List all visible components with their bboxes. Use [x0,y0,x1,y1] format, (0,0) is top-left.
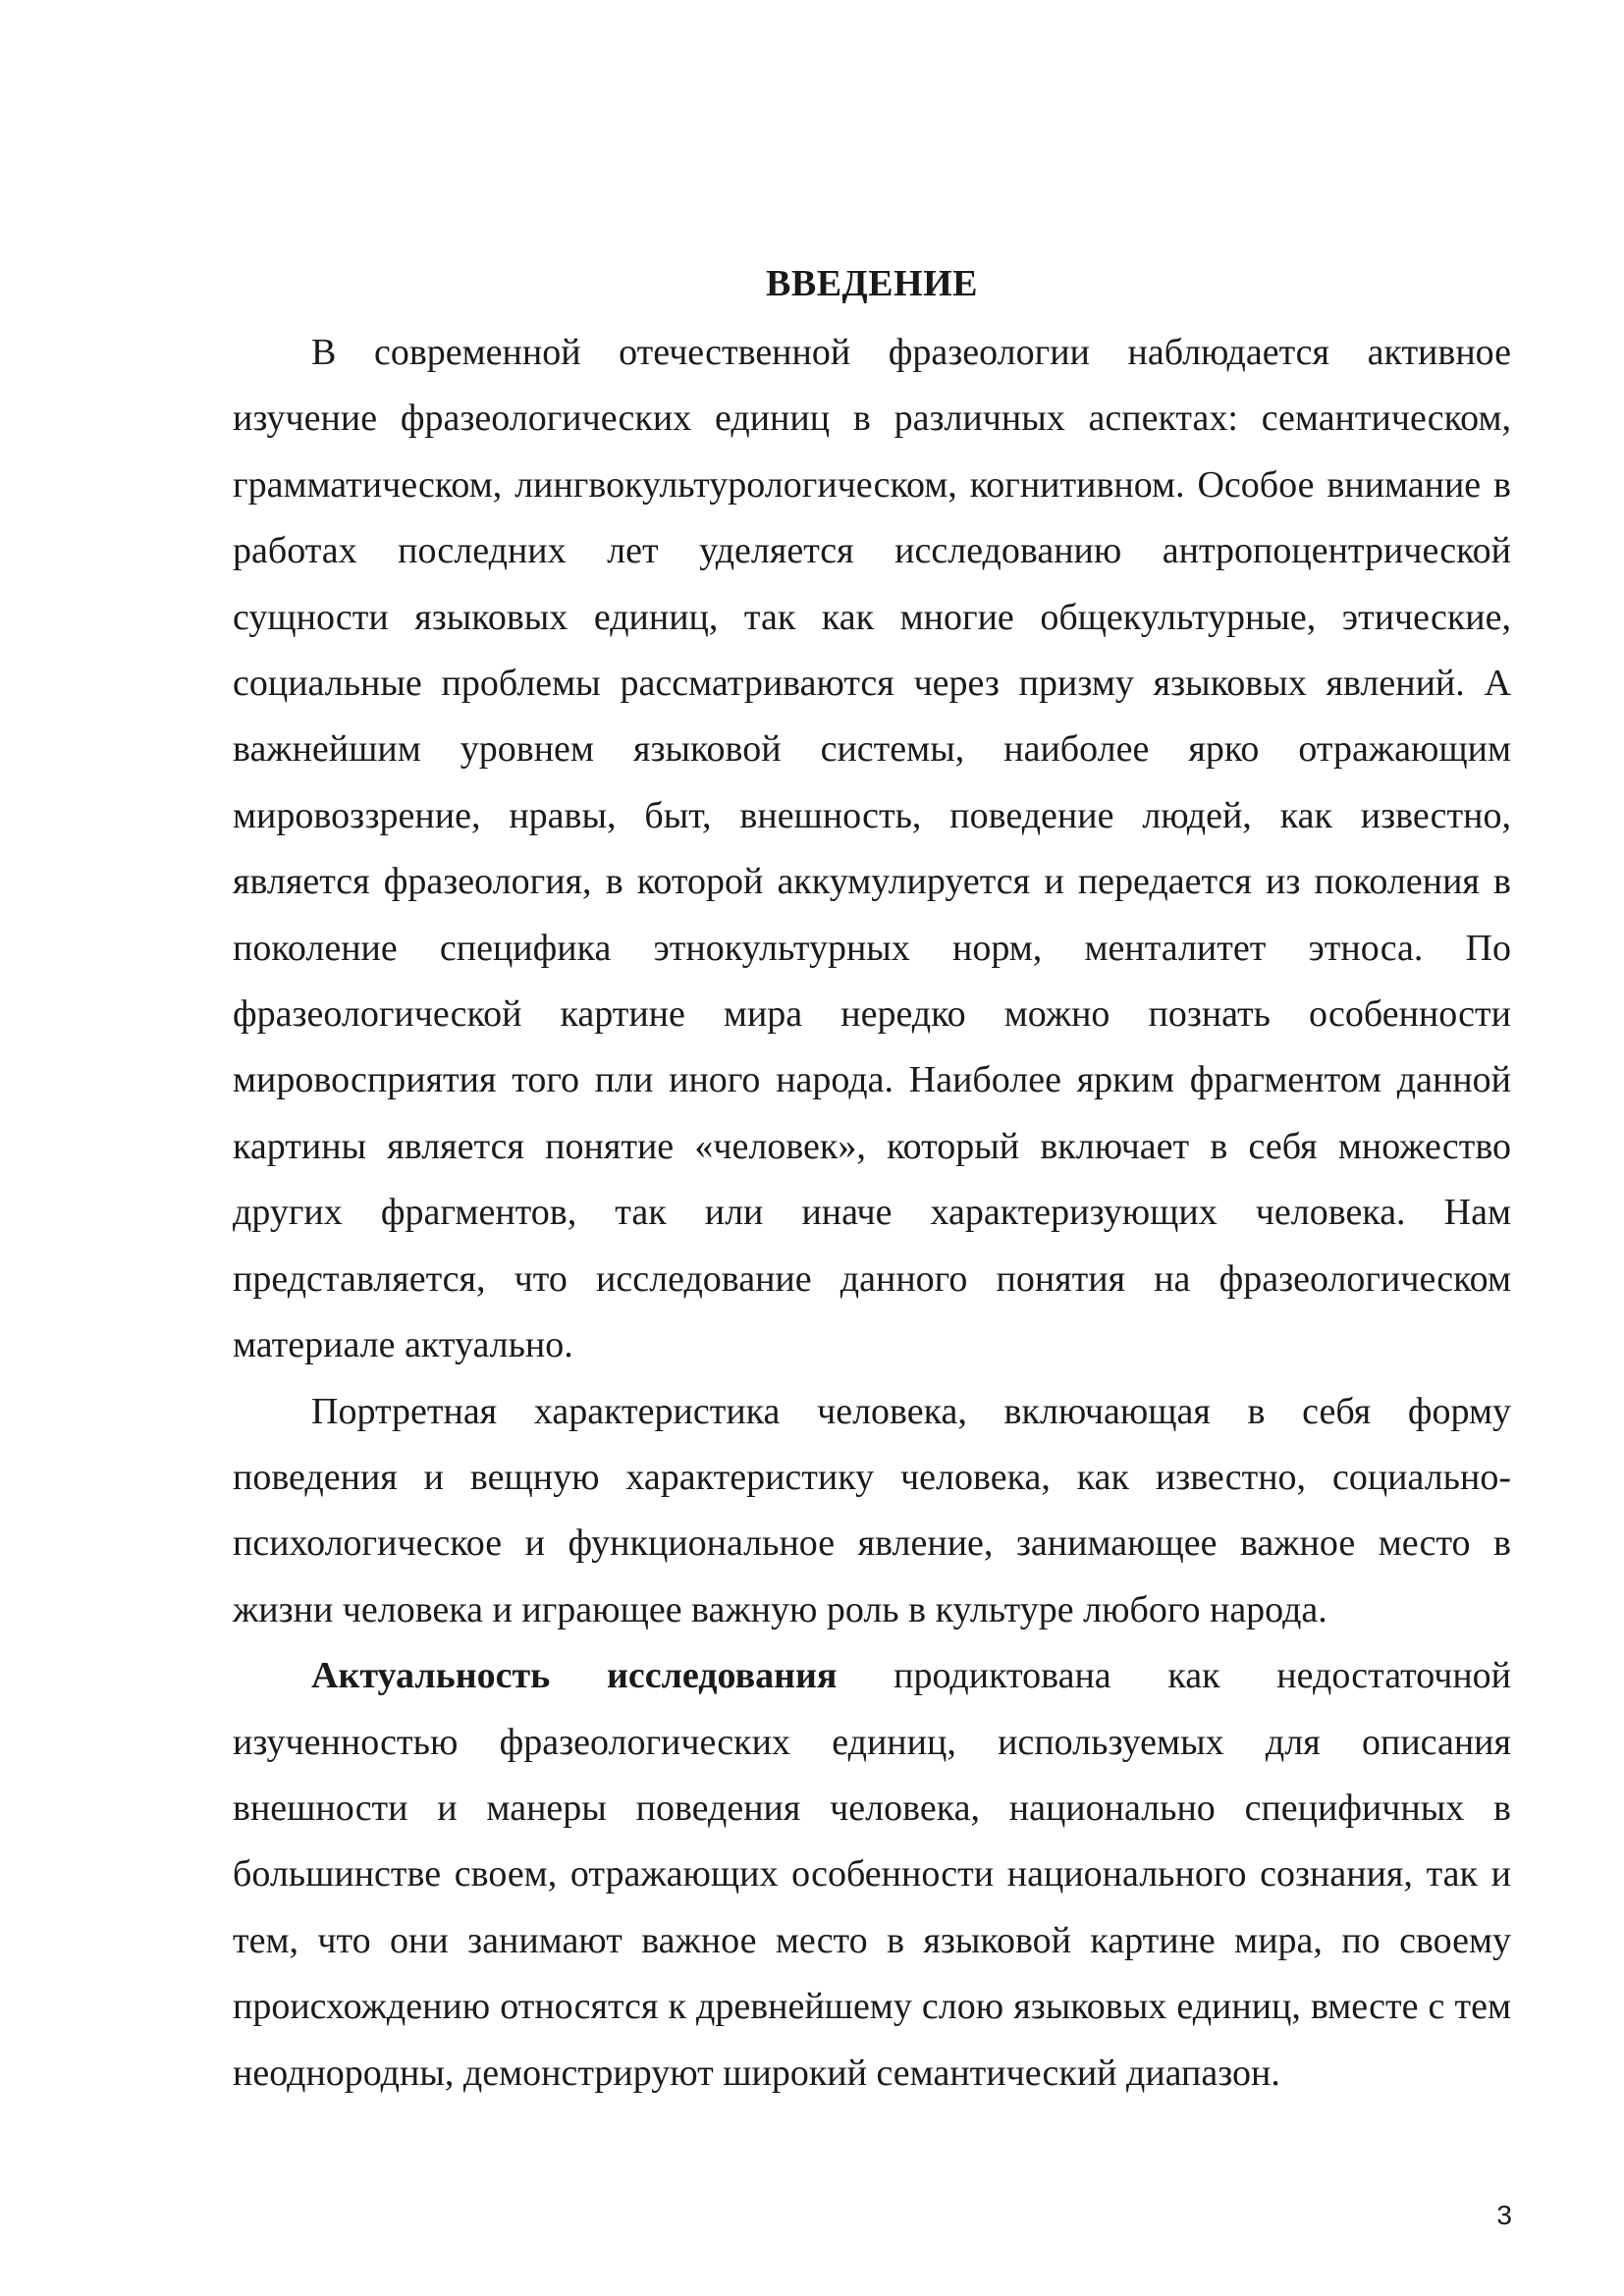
paragraph-portrait-characteristic: Портретная характеристика человека, включающая в себя форму поведения и вещную характеристику человека, как известно, социально-психологическое и функциональное явление, занимающее важное место в жизни человека и играющее важную роль в культуре любого народа. [233,1390,1511,1630]
page-number: 3 [1496,2200,1512,2230]
section-heading: ВВЕДЕНИЕ [766,263,978,304]
relevance-text: продиктована как недостаточной изученностью фразеологических единиц, используемых для описания внешности и манеры поведения человека, национально специфичных в большинстве своем, отражающих особенности национального сознания, так и тем, что они занимают важное место в языковой картине мира, по своему происхождению относятся к древнейшему слою языковых единиц, вместе с тем неоднородны, демонстрируют широкий семантический диапазон. [233,1655,1511,2094]
paragraph-introduction: В современной отечественной фразеологии наблюдается активное изучение фразеологических единиц в различных аспектах: семантическом, грамматическом, лингвокультурологическом, когнитивном. Особое внимание в работах последних лет уделяется исследованию антропоцентрической сущности языковых единиц, так как многие общекультурные, этические, социальные проблемы рассматриваются через призму языковых явлений. А важнейшим уровнем языковой системы, наиболее ярко отражающим мировоззрение, нравы, быт, внешность, поведение людей, как известно, является фразеология, в которой аккумулируется и передается из поколения в поколение специфика этнокультурных норм, менталитет этноса. По фразеологической картине мира нередко можно познать особенности мировосприятия того пли иного народа. Наиболее ярким фрагментом данной картины является понятие «человек», который включает в себя множество других фрагментов, так или иначе характеризующих человека. Нам представляется, что исследование данного понятия на фразеологическом материале актуально. [233,332,1511,1366]
relevance-bold-lead: Актуальность исследования [311,1655,838,1697]
page-content [233,253,1511,2107]
paragraph-relevance [233,1643,1511,2107]
